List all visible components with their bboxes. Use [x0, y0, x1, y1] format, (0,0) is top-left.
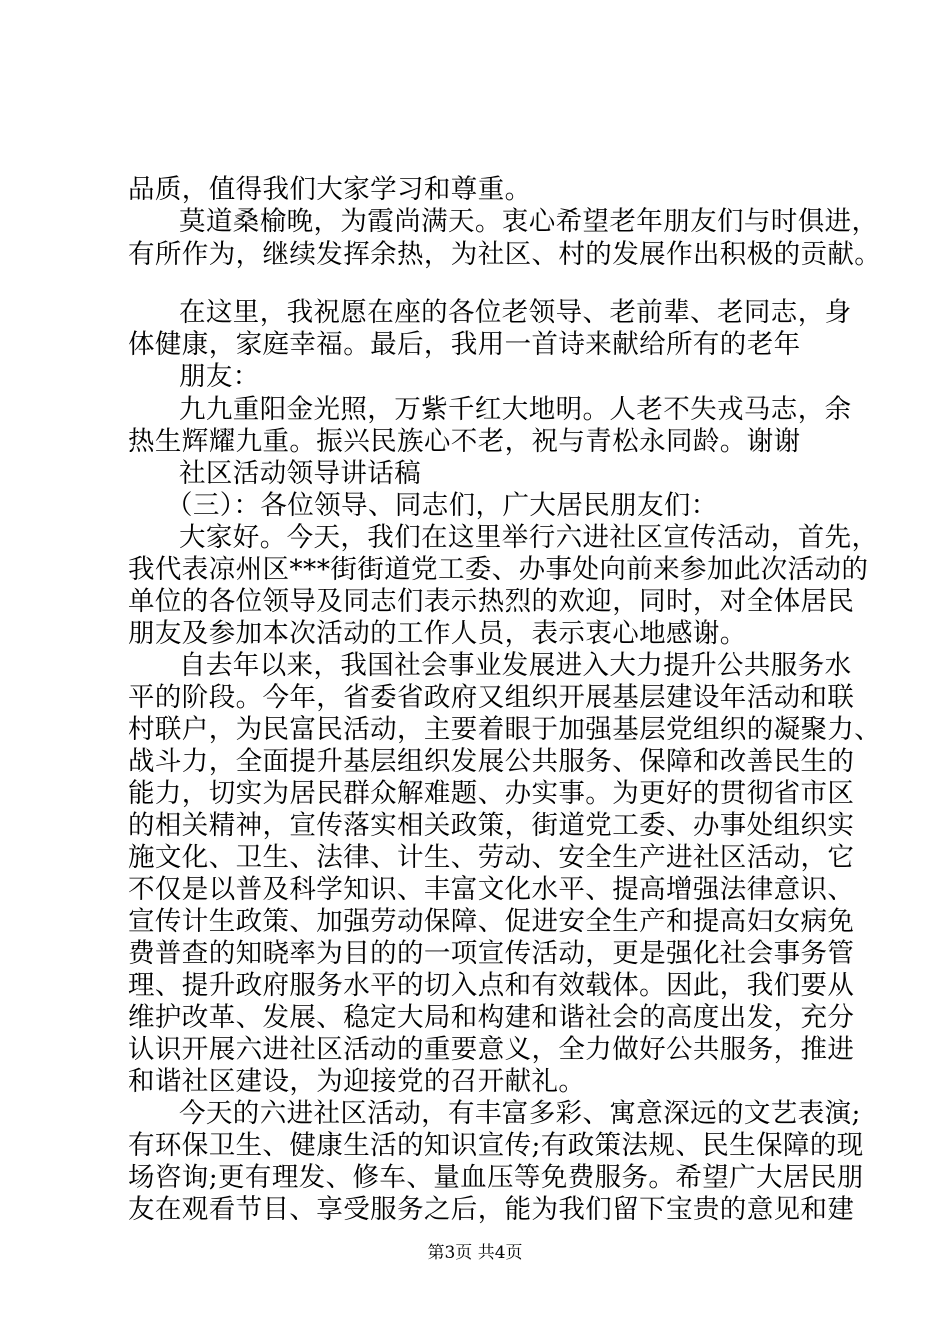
text-line: 朋友及参加本次活动的工作人员，表示衷心地感谢。	[128, 618, 747, 649]
text-line: 九九重阳金光照，万紫千红大地明。人老不失戎马志，余	[179, 394, 852, 425]
text-line: 朋友：	[179, 361, 260, 392]
text-line: 宣传计生政策、加强劳动保障、促进安全生产和提高妇女病免	[128, 906, 855, 937]
text-line: 村联户，为民富民活动，主要着眼于加强基层党组织的凝聚力、	[128, 714, 882, 745]
text-line: 自去年以来，我国社会事业发展进入大力提升公共服务水	[179, 650, 852, 681]
text-line: 战斗力，全面提升基层组织发展公共服务、保障和改善民生的	[128, 746, 855, 777]
text-line: 平的阶段。今年，省委省政府又组织开展基层建设年活动和联	[128, 682, 855, 713]
text-line: 莫道桑榆晚，为霞尚满天。衷心希望老年朋友们与时俱进，	[179, 206, 879, 237]
text-line: 单位的各位领导及同志们表示热烈的欢迎，同时，对全体居民	[128, 586, 855, 617]
text-line: 理、提升政府服务水平的切入点和有效载体。因此，我们要从	[128, 970, 855, 1001]
text-line: 有所作为，继续发挥余热，为社区、村的发展作出积极的贡献。	[128, 239, 882, 270]
text-line: （三）：各位领导、同志们，广大居民朋友们：	[166, 490, 718, 521]
text-line: 不仅是以普及科学知识、丰富文化水平、提高增强法律意识、	[128, 874, 855, 905]
text-line: 友在观看节目、享受服务之后，能为我们留下宝贵的意见和建	[128, 1194, 855, 1225]
section-heading: 社区活动领导讲话稿	[179, 458, 422, 489]
text-line: 今天的六进社区活动，有丰富多彩、寓意深远的文艺表演;	[179, 1098, 861, 1129]
text-line: 品质，值得我们大家学习和尊重。	[128, 174, 532, 205]
page-number-footer: 第3页 共4页	[427, 1243, 523, 1263]
text-line: 能力，切实为居民群众解难题、办实事。为更好的贯彻省市区	[128, 778, 855, 809]
text-line: 我代表凉州区***街街道党工委、办事处向前来参加此次活动的	[128, 554, 869, 585]
text-line: 热生辉耀九重。振兴民族心不老，祝与青松永同龄。谢谢	[128, 426, 801, 457]
text-line: 维护改革、发展、稳定大局和构建和谐社会的高度出发，充分	[128, 1002, 855, 1033]
text-line: 场咨询;更有理发、修车、量血压等免费服务。希望广大居民朋	[128, 1162, 864, 1193]
text-line: 费普查的知晓率为目的的一项宣传活动，更是强化社会事务管	[128, 938, 855, 969]
text-line: 施文化、卫生、法律、计生、劳动、安全生产进社区活动，它	[128, 842, 855, 873]
text-line: 大家好。今天，我们在这里举行六进社区宣传活动，首先，	[179, 522, 879, 553]
text-line: 的相关精神，宣传落实相关政策，街道党工委、办事处组织实	[128, 810, 855, 841]
text-line: 有环保卫生、健康生活的知识宣传;有政策法规、民生保障的现	[128, 1130, 864, 1161]
text-line: 和谐社区建设，为迎接党的召开献礼。	[128, 1066, 586, 1097]
text-line: 体健康，家庭幸福。最后，我用一首诗来献给所有的老年	[128, 329, 801, 360]
text-line: 认识开展六进社区活动的重要意义，全力做好公共服务，推进	[128, 1034, 855, 1065]
text-line: 在这里，我祝愿在座的各位老领导、老前辈、老同志，身	[179, 297, 852, 328]
